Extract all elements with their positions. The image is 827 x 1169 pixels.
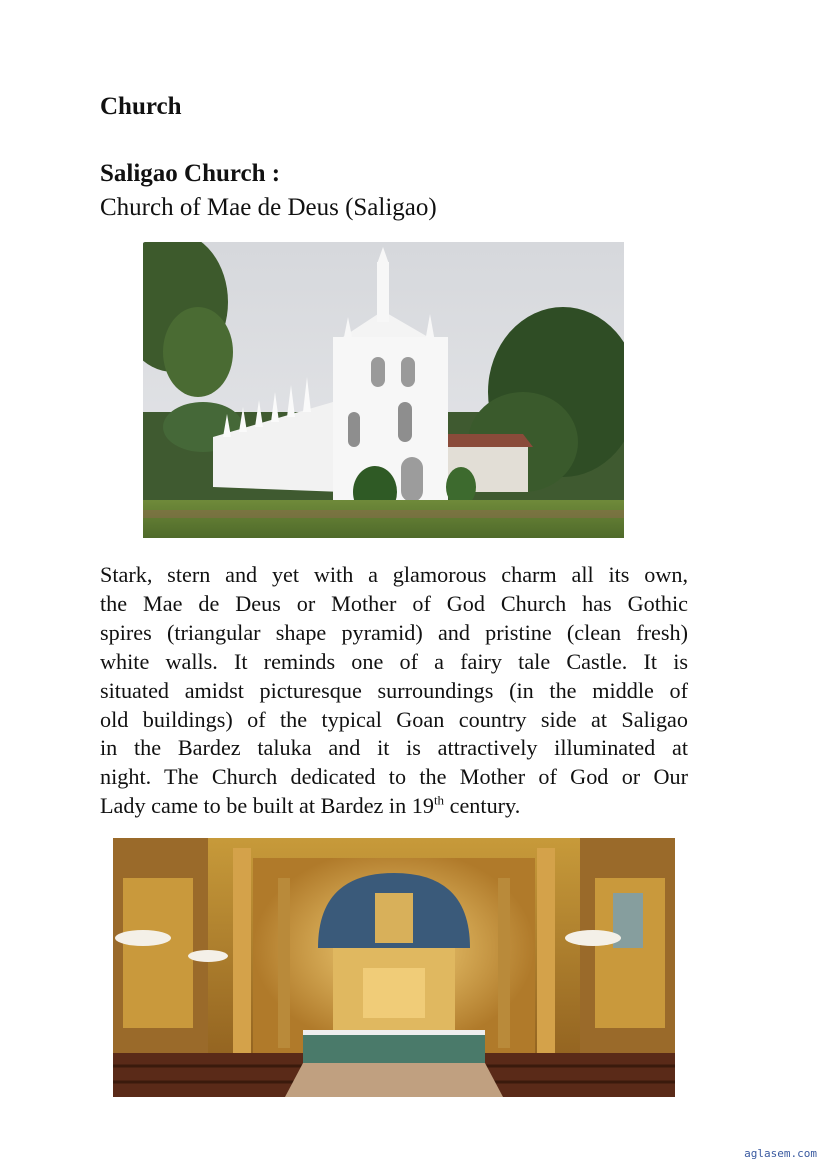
section-heading: Saligao Church :	[100, 160, 281, 187]
paragraph-line: Stark, stern and yet with a glamorous charm all its own,	[100, 562, 688, 587]
paragraph-line: white walls. It reminds one of a fairy tale Castle. It is	[100, 648, 688, 674]
paragraph-line: in the Bardez taluka and it is attractively illuminated at	[100, 735, 688, 761]
last-line-end: century.	[444, 793, 521, 819]
last-line-start: Lady came to be built at Bardez in 19	[100, 793, 434, 819]
paragraph-line: situated amidst picturesque surroundings (in the middle of	[100, 677, 688, 703]
paragraph-line: the Mae de Deus or Mother of God Church has Gothic	[100, 590, 688, 616]
paragraph-last-line	[100, 792, 688, 821]
paragraph-line: night. The Church dedicated to the Mother of God or Our	[100, 764, 688, 790]
church-interior-photo	[113, 838, 675, 1097]
section-subtitle: Church of Mae de Deus (Saligao)	[100, 194, 437, 221]
footer-watermark: aglasem.com	[744, 1147, 817, 1160]
paragraph-line: old buildings) of the typical Goan country side at Saligao	[100, 706, 688, 732]
page-heading: Church	[100, 93, 182, 120]
church-exterior-photo	[143, 242, 624, 538]
paragraph-line: spires (triangular shape pyramid) and pristine (clean fresh)	[100, 619, 688, 645]
ordinal-suffix: th	[433, 792, 445, 808]
description-paragraph	[100, 561, 688, 821]
